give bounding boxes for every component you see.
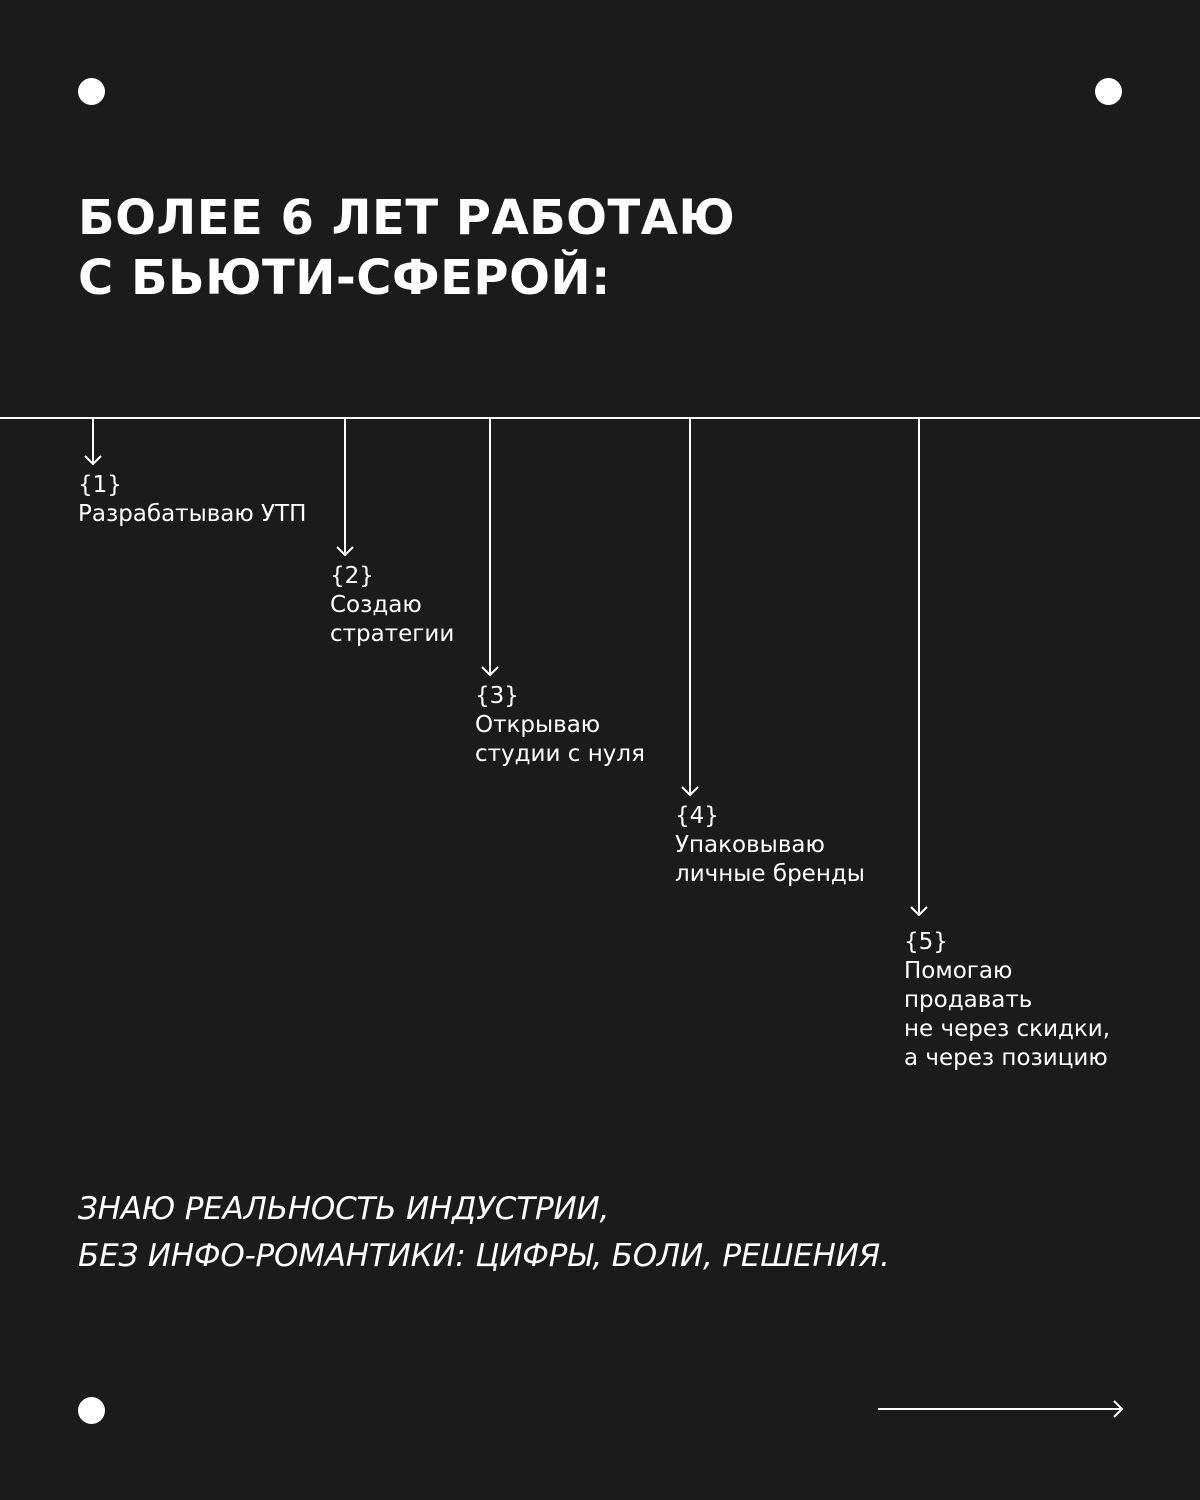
headline-line-2: С БЬЮТИ-СФЕРОЙ:: [78, 250, 611, 306]
footer-line-2: БЕЗ ИНФО-РОМАНТИКИ: ЦИФРЫ, БОЛИ, РЕШЕНИЯ.: [78, 1238, 890, 1274]
timeline-item-3: [475, 682, 645, 769]
timeline-item-text: стратегии: [330, 621, 455, 647]
headline: [78, 188, 735, 308]
timeline-item-text: Создаю: [330, 592, 422, 618]
timeline-item-text: а через позицию: [904, 1045, 1108, 1071]
timeline-item-text: Помогаю: [904, 958, 1013, 984]
timeline-item-text: не через скидки,: [904, 1016, 1111, 1042]
timeline-item-text: продавать: [904, 987, 1033, 1013]
timeline-item-text: Упаковываю: [675, 832, 825, 858]
timeline-item-2: [330, 562, 454, 649]
corner-dot-top-left: [78, 78, 105, 105]
arrow-down-icon: [335, 419, 355, 558]
timeline-item-number: {3}: [475, 683, 519, 709]
arrow-down-icon: [680, 419, 700, 798]
timeline-item-text: студии с нуля: [475, 741, 645, 767]
headline-line-1: БОЛЕЕ 6 ЛЕТ РАБОТАЮ: [78, 190, 736, 246]
timeline-item-text: Открываю: [475, 712, 601, 738]
arrow-down-icon: [83, 419, 103, 467]
timeline-item-4: [675, 802, 865, 889]
timeline-line: [0, 417, 1200, 419]
timeline-item-number: {2}: [330, 563, 374, 589]
arrow-down-icon: [909, 419, 929, 918]
timeline-item-number: {5}: [904, 929, 948, 955]
timeline-item-text: Разрабатываю УТП: [78, 501, 307, 527]
arrow-right-icon[interactable]: [876, 1398, 1126, 1424]
footer-statement: [78, 1186, 890, 1280]
corner-dot-top-right: [1095, 78, 1122, 105]
timeline-item-number: {1}: [78, 472, 122, 498]
corner-dot-bottom-left: [78, 1397, 105, 1424]
footer-line-1: ЗНАЮ РЕАЛЬНОСТЬ ИНДУСТРИИ,: [78, 1191, 610, 1227]
timeline-item-1: [78, 471, 306, 529]
timeline-item-text: личные бренды: [675, 861, 865, 887]
timeline-item-5: [904, 928, 1110, 1073]
arrow-down-icon: [480, 419, 500, 678]
timeline-item-number: {4}: [675, 803, 719, 829]
